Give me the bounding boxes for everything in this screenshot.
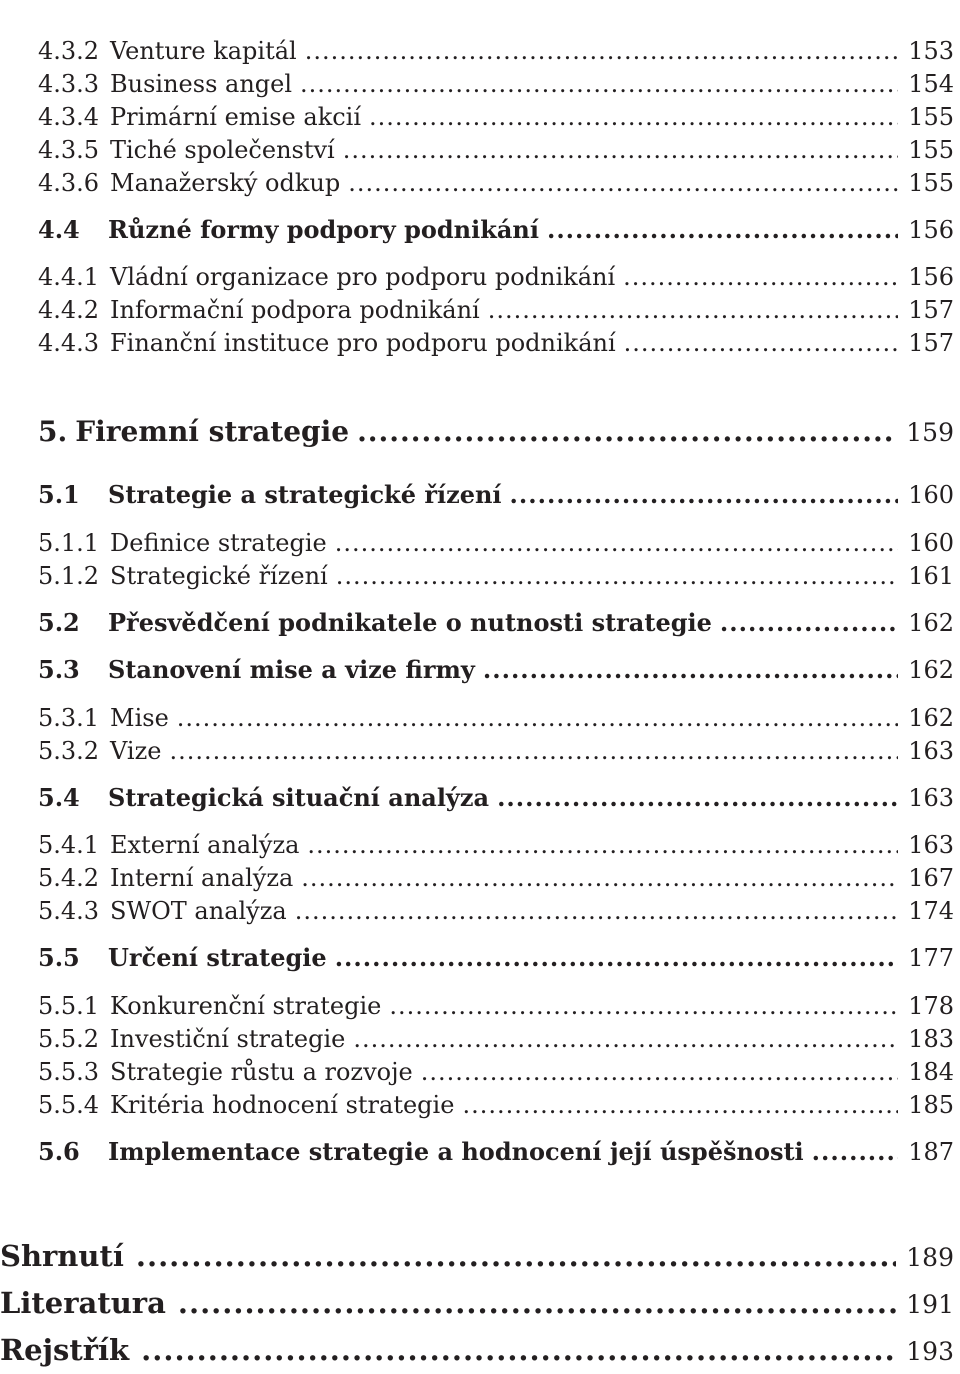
dot-leader — [177, 701, 898, 735]
dot-leader — [141, 1333, 896, 1367]
page-number: 187 — [908, 1138, 954, 1166]
dot-leader — [295, 894, 899, 928]
back-matter-title: Shrnutí — [0, 1239, 124, 1273]
dot-leader — [497, 781, 898, 815]
page-number: 155 — [908, 169, 954, 197]
toc-entry-5-5[interactable] — [38, 941, 954, 975]
toc-entry-4-4-2[interactable] — [38, 293, 954, 327]
section-number: 4.3.6 — [38, 169, 100, 197]
section-number: 5.3.1 — [38, 704, 100, 732]
section-number: 5.5 — [38, 943, 80, 972]
section-number: 5.3.2 — [38, 737, 100, 765]
toc-entry-5-4-1[interactable] — [38, 828, 954, 862]
section-number: 5.5.4 — [38, 1091, 100, 1119]
section-title: Externí analýza — [110, 831, 300, 859]
toc-back-summary[interactable] — [0, 1239, 954, 1273]
dot-leader — [547, 213, 898, 247]
dot-leader — [343, 133, 898, 167]
section-number: 4.3.2 — [38, 37, 100, 65]
page-number: 157 — [908, 296, 954, 324]
page-number: 155 — [908, 103, 954, 131]
section-number: 5.4.2 — [38, 864, 100, 892]
dot-leader — [357, 415, 896, 449]
section-number: 4.3.5 — [38, 136, 100, 164]
dot-leader — [812, 1135, 899, 1169]
chapter-number: 5. — [38, 415, 68, 448]
section-title: Interní analýza — [110, 864, 294, 892]
toc-entry-5-5-4[interactable] — [38, 1088, 954, 1122]
section-title: Různé formy podpory podnikání — [108, 215, 539, 244]
dot-leader — [369, 100, 898, 134]
page-number: 177 — [908, 944, 954, 972]
toc-entry-5-1-2[interactable] — [38, 559, 954, 593]
toc-entry-5-5-3[interactable] — [38, 1055, 954, 1089]
dot-leader — [623, 260, 898, 294]
page-number: 163 — [908, 737, 954, 765]
dot-leader — [483, 653, 898, 687]
toc-entry-5-3-2[interactable] — [38, 734, 954, 768]
section-title: Stanovení mise a vize firmy — [108, 655, 475, 684]
section-title: Implementace strategie a hodnocení její úspěšnosti — [108, 1137, 804, 1166]
toc-entry-4-3-3[interactable] — [38, 67, 954, 101]
section-number: 5.4.1 — [38, 831, 100, 859]
page-number: 162 — [908, 656, 954, 684]
page-number: 174 — [908, 897, 954, 925]
section-number: 5.6 — [38, 1137, 80, 1166]
section-title: Business angel — [110, 70, 293, 98]
page-number: 183 — [908, 1025, 954, 1053]
page-number: 160 — [908, 529, 954, 557]
section-number: 4.4.3 — [38, 329, 100, 357]
page-number: 167 — [908, 864, 954, 892]
section-title: Tiché společenství — [110, 136, 335, 164]
toc-entry-4-3-2[interactable] — [38, 34, 954, 68]
toc-entry-5-4[interactable] — [38, 781, 954, 815]
section-title: Finanční instituce pro podporu podnikání — [110, 329, 616, 357]
section-title: Informační podpora podnikání — [110, 296, 480, 324]
dot-leader — [178, 1286, 896, 1320]
section-title: Strategie a strategické řízení — [108, 480, 502, 509]
section-title: Manažerský odkup — [110, 169, 341, 197]
section-title: Investiční strategie — [110, 1025, 346, 1053]
section-number: 4.4.1 — [38, 263, 100, 291]
section-number: 5.5.2 — [38, 1025, 100, 1053]
dot-leader — [510, 478, 899, 512]
section-number: 5.3 — [38, 655, 80, 684]
page-number: 163 — [908, 784, 954, 812]
chapter-title: Firemní strategie — [75, 415, 350, 448]
dot-leader — [335, 941, 898, 975]
toc-entry-5-5-1[interactable] — [38, 989, 954, 1023]
toc-entry-4-3-5[interactable] — [38, 133, 954, 167]
section-title: Mise — [110, 704, 169, 732]
section-title: Kritéria hodnocení strategie — [110, 1091, 455, 1119]
page-number: 162 — [908, 704, 954, 732]
page-number: 189 — [906, 1243, 954, 1272]
toc-entry-5-1-1[interactable] — [38, 526, 954, 560]
dot-leader — [421, 1055, 898, 1089]
toc-entry-5-2[interactable] — [38, 606, 954, 640]
page-number: 184 — [908, 1058, 954, 1086]
section-title: Vize — [110, 737, 162, 765]
toc-entry-5-5-2[interactable] — [38, 1022, 954, 1056]
page-number: 191 — [906, 1290, 954, 1319]
dot-leader — [169, 734, 898, 768]
section-title: Primární emise akcií — [110, 103, 362, 131]
toc-entry-5-4-2[interactable] — [38, 861, 954, 895]
toc-entry-4-4-3[interactable] — [38, 326, 954, 360]
dot-leader — [348, 166, 898, 200]
section-title: Konkurenční strategie — [110, 992, 382, 1020]
section-title: Určení strategie — [108, 943, 327, 972]
section-title: Vládní organizace pro podporu podnikání — [110, 263, 616, 291]
section-number: 4.3.4 — [38, 103, 100, 131]
section-title: Strategické řízení — [110, 562, 328, 590]
toc-back-index[interactable] — [0, 1333, 954, 1367]
section-title: Definice strategie — [110, 529, 327, 557]
page-number: 185 — [908, 1091, 954, 1119]
section-number: 5.5.3 — [38, 1058, 100, 1086]
toc-entry-5-4-3[interactable] — [38, 894, 954, 928]
section-title: Strategická situační analýza — [108, 783, 490, 812]
section-number: 4.3.3 — [38, 70, 100, 98]
page-number: 154 — [908, 70, 954, 98]
section-number: 5.5.1 — [38, 992, 100, 1020]
page-number: 155 — [908, 136, 954, 164]
toc-chapter-5[interactable] — [38, 415, 954, 449]
section-number: 5.1.2 — [38, 562, 100, 590]
page-number: 162 — [908, 609, 954, 637]
section-number: 5.4 — [38, 783, 80, 812]
toc-entry-4-3-6[interactable] — [38, 166, 954, 200]
dot-leader — [301, 861, 898, 895]
dot-leader — [389, 989, 898, 1023]
section-number: 5.4.3 — [38, 897, 100, 925]
dot-leader — [305, 34, 898, 68]
section-number: 5.2 — [38, 608, 80, 637]
page-number: 160 — [908, 481, 954, 509]
section-number: 4.4.2 — [38, 296, 100, 324]
dot-leader — [624, 326, 899, 360]
dot-leader — [136, 1239, 896, 1273]
back-matter-title: Rejstřík — [0, 1333, 130, 1367]
section-title: Venture kapitál — [110, 37, 297, 65]
section-title: SWOT analýza — [110, 897, 287, 925]
section-title: Přesvědčení podnikatele o nutnosti strategie — [108, 608, 712, 637]
toc-entry-5-6[interactable] — [38, 1135, 954, 1169]
back-matter-title: Literatura — [0, 1286, 166, 1320]
dot-leader — [353, 1022, 898, 1056]
page-number: 156 — [908, 263, 954, 291]
section-number: 4.4 — [38, 215, 80, 244]
dot-leader — [462, 1088, 898, 1122]
section-number: 5.1.1 — [38, 529, 100, 557]
page-number: 153 — [908, 37, 954, 65]
toc-back-literature[interactable] — [0, 1286, 954, 1320]
toc-entry-4-3-4[interactable] — [38, 100, 954, 134]
toc-entry-5-3-1[interactable] — [38, 701, 954, 735]
toc-entry-5-1[interactable] — [38, 478, 954, 512]
dot-leader — [488, 293, 898, 327]
page-number: 178 — [908, 992, 954, 1020]
toc-entry-4-4-1[interactable] — [38, 260, 954, 294]
section-title: Strategie růstu a rozvoje — [110, 1058, 413, 1086]
dot-leader — [300, 67, 898, 101]
dot-leader — [335, 526, 898, 560]
page-number: 163 — [908, 831, 954, 859]
toc-entry-4-4[interactable] — [38, 213, 954, 247]
dot-leader — [336, 559, 898, 593]
page-number: 159 — [906, 418, 954, 447]
section-number: 5.1 — [38, 480, 80, 509]
page-number: 156 — [908, 216, 954, 244]
page-number: 193 — [906, 1337, 954, 1366]
page-number: 161 — [908, 562, 954, 590]
dot-leader — [307, 828, 898, 862]
toc-entry-5-3[interactable] — [38, 653, 954, 687]
page-number: 157 — [908, 329, 954, 357]
dot-leader — [720, 606, 898, 640]
